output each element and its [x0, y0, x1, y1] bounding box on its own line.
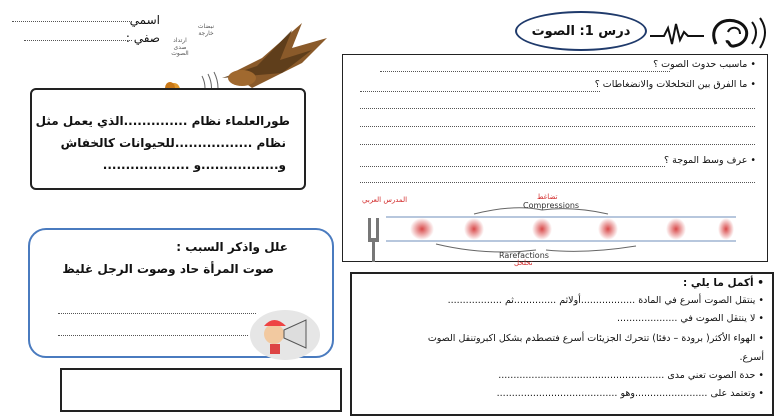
lesson-title-oval	[515, 11, 647, 51]
bat-label-echo: ارتداد صدى الصوت	[171, 37, 189, 58]
class-label: صفي :	[125, 31, 160, 45]
question-3: • عرف وسط الموجة ؟	[664, 155, 756, 166]
answer-line-4[interactable]	[360, 126, 755, 127]
answer-line-5[interactable]	[360, 144, 755, 145]
reason-answer-line-1[interactable]	[58, 313, 256, 314]
rarefactions-label: Rarefactions	[499, 251, 549, 260]
compressions-label: Compressions	[523, 201, 580, 210]
bat-box-line-2: نظام .................للحيوانات كالخفاش	[60, 136, 286, 150]
brand-label: المدرس العربي	[362, 196, 408, 204]
reason-answer-line-2[interactable]	[58, 335, 248, 336]
complete-item-3-cont: أسرع.	[739, 352, 764, 363]
question-2: • ما الفرق بين التخلخلات والانضغاطات ؟	[594, 79, 756, 90]
complete-item-1: • ينتقل الصوت أسرع في المادة ..................أولاثم ..............ثم ..................	[447, 295, 764, 306]
complete-item-3: • الهواء الأكثر( برودة – دفئا) تتحرك الجزيئات أسرع فتصطدم بشكل اكبروتنقل الصوت	[427, 333, 764, 344]
answer-line-1[interactable]	[380, 71, 670, 72]
answer-line-2[interactable]	[360, 91, 600, 92]
answer-line-6[interactable]	[360, 166, 665, 167]
complete-heading: • أكمل ما يلي :	[683, 277, 764, 289]
bat-box-line-1: طورالعلماء نظام ..............الذي يعمل مثل	[35, 114, 290, 128]
complete-item-5: • وتعتمد على ........................وهو ........................................	[496, 388, 764, 399]
name-label: اسمي	[129, 13, 160, 27]
complete-item-4: • حدة الصوت تعني مدى .......................................................	[498, 370, 764, 381]
class-line[interactable]	[24, 40, 132, 41]
reason-question: صوت المرأة حاد وصوت الرجل غليظ	[62, 262, 274, 276]
ear-sound-icon	[648, 14, 774, 52]
lesson-title: درس 1: الصوت	[531, 23, 631, 39]
answer-line-3[interactable]	[360, 108, 755, 109]
compressions-label-ar: تضاغط	[537, 193, 558, 201]
bottom-box	[60, 368, 342, 412]
bat-box-line-3: و.................و ...................	[102, 158, 286, 172]
answer-line-7[interactable]	[360, 182, 755, 183]
rarefactions-label-ar: تخلخل	[514, 259, 533, 267]
name-line[interactable]	[12, 21, 132, 22]
question-1: • ماسبب حدوث الصوت ؟	[653, 59, 756, 70]
complete-item-2: • لا ينتقل الصوت في ....................	[617, 313, 764, 324]
bat-label-pulses: نبضات خارجة	[197, 23, 215, 37]
reason-heading: علل واذكر السبب :	[176, 240, 288, 254]
megaphone-person-icon	[250, 310, 320, 360]
